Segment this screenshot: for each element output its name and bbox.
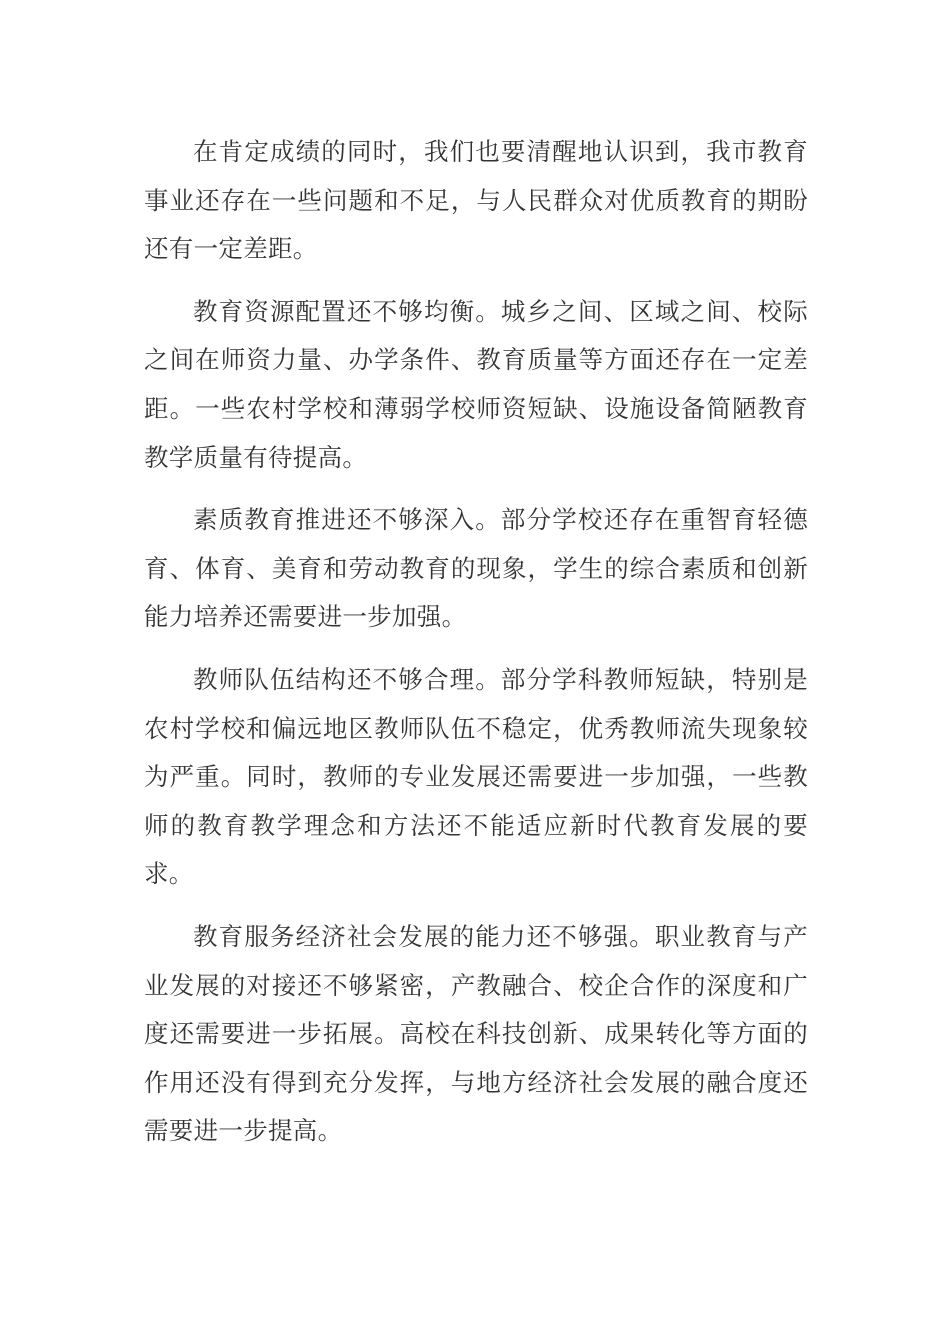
paragraph-intro: 在肯定成绩的同时，我们也要清醒地认识到，我市教育事业还存在一些问题和不足，与人民群众对优质教育的期盼还有一定差距。 <box>144 137 808 264</box>
paragraph-teacher-team: 教师队伍结构还不够合理。部分学科教师短缺，特别是农村学校和偏远地区教师队伍不稳定，优秀教师流失现象较为严重。同时，教师的专业发展还需要进一步加强，一些教师的教育教学理念和方法还不能适应新时代教育发展的要求。 <box>144 664 808 889</box>
paragraph-quality-education: 素质教育推进还不够深入。部分学校还存在重智育轻德育、体育、美育和劳动教育的现象，学生的综合素质和创新能力培养还需要进一步加强。 <box>144 505 808 632</box>
document-body <box>144 128 808 1170</box>
paragraph-economic-service: 教育服务经济社会发展的能力还不够强。职业教育与产业发展的对接还不够紧密，产教融合、校企合作的深度和广度还需要进一步拓展。高校在科技创新、成果转化等方面的作用还没有得到充分发挥，与地方经济社会发展的融合度还需要进一步提高。 <box>144 921 808 1146</box>
paragraph-resource-allocation: 教育资源配置还不够均衡。城乡之间、区域之间、校际之间在师资力量、办学条件、教育质量等方面还存在一定差距。一些农村学校和薄弱学校师资短缺、设施设备简陋教育教学质量有待提高。 <box>144 296 808 472</box>
